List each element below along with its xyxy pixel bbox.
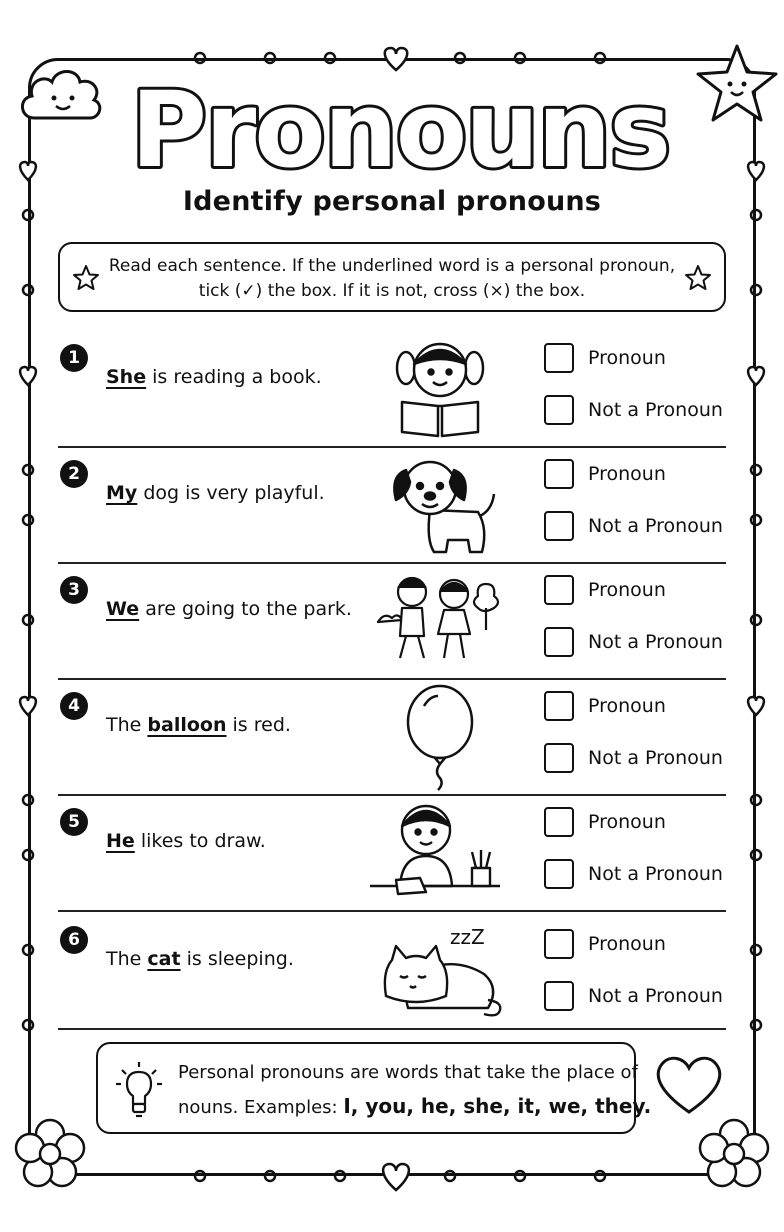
option-label: Not a Pronoun [588,631,723,653]
not-pronoun-checkbox[interactable] [544,627,574,657]
note-line-1: Personal pronouns are words that take the place of [178,1062,638,1083]
page-subtitle: Identify personal pronouns [182,186,602,217]
question-number: 5 [60,808,88,836]
option-pronoun [544,342,666,374]
option-not-pronoun [544,980,723,1012]
question-5 [58,796,726,912]
sentence-after: likes to draw. [134,830,266,852]
option-not-pronoun [544,742,723,774]
note-prefix: nouns. Examples: [178,1097,344,1118]
option-label: Not a Pronoun [588,399,723,421]
option-label: Pronoun [588,347,666,369]
underlined-word: balloon [147,714,227,736]
pronoun-checkbox[interactable] [544,343,574,373]
sleeping-cat-icon [378,918,508,1026]
question-3 [58,564,726,680]
option-pronoun [544,458,666,490]
sentence-after: is sleeping. [180,948,294,970]
flower-icon-right [696,1116,772,1192]
underlined-word: cat [147,948,181,970]
question-sentence [106,598,352,620]
option-label: Pronoun [588,933,666,955]
not-pronoun-checkbox[interactable] [544,981,574,1011]
option-label: Pronoun [588,463,666,485]
underlined-word: She [106,366,147,388]
sentence-after: are going to the park. [139,598,352,620]
sleep-zzz-text: zzZ [450,925,485,949]
underlined-word: We [106,598,140,620]
option-not-pronoun [544,858,723,890]
option-not-pronoun [544,626,723,658]
pronoun-checkbox[interactable] [544,929,574,959]
option-label: Not a Pronoun [588,747,723,769]
boy-drawing-icon [366,800,506,908]
option-label: Pronoun [588,811,666,833]
not-pronoun-checkbox[interactable] [544,743,574,773]
sentence-before: The [106,948,148,970]
question-sentence [106,714,291,736]
option-pronoun [544,574,666,606]
instructions-line-2: tick (✓) the box. If it is not, cross (×) the box. [198,281,586,301]
heart-icon [652,1052,726,1118]
question-number: 2 [60,460,88,488]
question-2 [58,448,726,564]
row-divider [58,910,726,912]
girl-reading-icon [380,336,500,444]
not-pronoun-checkbox[interactable] [544,511,574,541]
question-sentence [106,482,325,504]
option-not-pronoun [544,510,723,542]
option-label: Not a Pronoun [588,863,723,885]
question-number: 1 [60,344,88,372]
star-icon [72,264,100,292]
page-title [120,62,680,192]
pronoun-checkbox[interactable] [544,459,574,489]
kids-walking-icon [364,568,504,676]
option-pronoun [544,690,666,722]
lightbulb-icon [114,1060,164,1122]
smiling-cloud-icon [14,56,114,128]
pronoun-checkbox[interactable] [544,807,574,837]
question-number: 3 [60,576,88,604]
flower-icon-left [12,1116,88,1192]
instructions-line-1: Read each sentence. If the underlined word is a personal pronoun, [108,256,676,276]
not-pronoun-checkbox[interactable] [544,859,574,889]
option-not-pronoun [544,394,723,426]
sentence-after: is red. [226,714,291,736]
option-label: Not a Pronoun [588,985,723,1007]
option-label: Not a Pronoun [588,515,723,537]
definition-note [96,1042,652,1134]
question-sentence [106,366,322,388]
option-label: Pronoun [588,695,666,717]
pronoun-checkbox[interactable] [544,575,574,605]
page-title-text: Pronouns [130,69,670,191]
smiling-star-icon [694,42,780,126]
sentence-after: is reading a book. [146,366,322,388]
option-pronoun [544,806,666,838]
dog-icon [380,452,500,560]
pronoun-checkbox[interactable] [544,691,574,721]
note-examples: I, you, he, she, it, we, they. [343,1094,652,1118]
underlined-word: He [106,830,135,852]
underlined-word: My [106,482,138,504]
balloon-icon [380,684,500,792]
question-4 [58,680,726,796]
star-icon [684,264,712,292]
row-divider [58,1028,726,1030]
question-number: 4 [60,692,88,720]
option-label: Pronoun [588,579,666,601]
question-sentence [106,830,266,852]
note-line-2 [178,1094,651,1118]
option-pronoun [544,928,666,960]
sentence-after: dog is very playful. [137,482,325,504]
question-sentence [106,948,294,970]
question-6 [58,914,726,1030]
not-pronoun-checkbox[interactable] [544,395,574,425]
question-number: 6 [60,926,88,954]
instructions-box [58,242,726,312]
sentence-before: The [106,714,148,736]
question-1 [58,332,726,448]
